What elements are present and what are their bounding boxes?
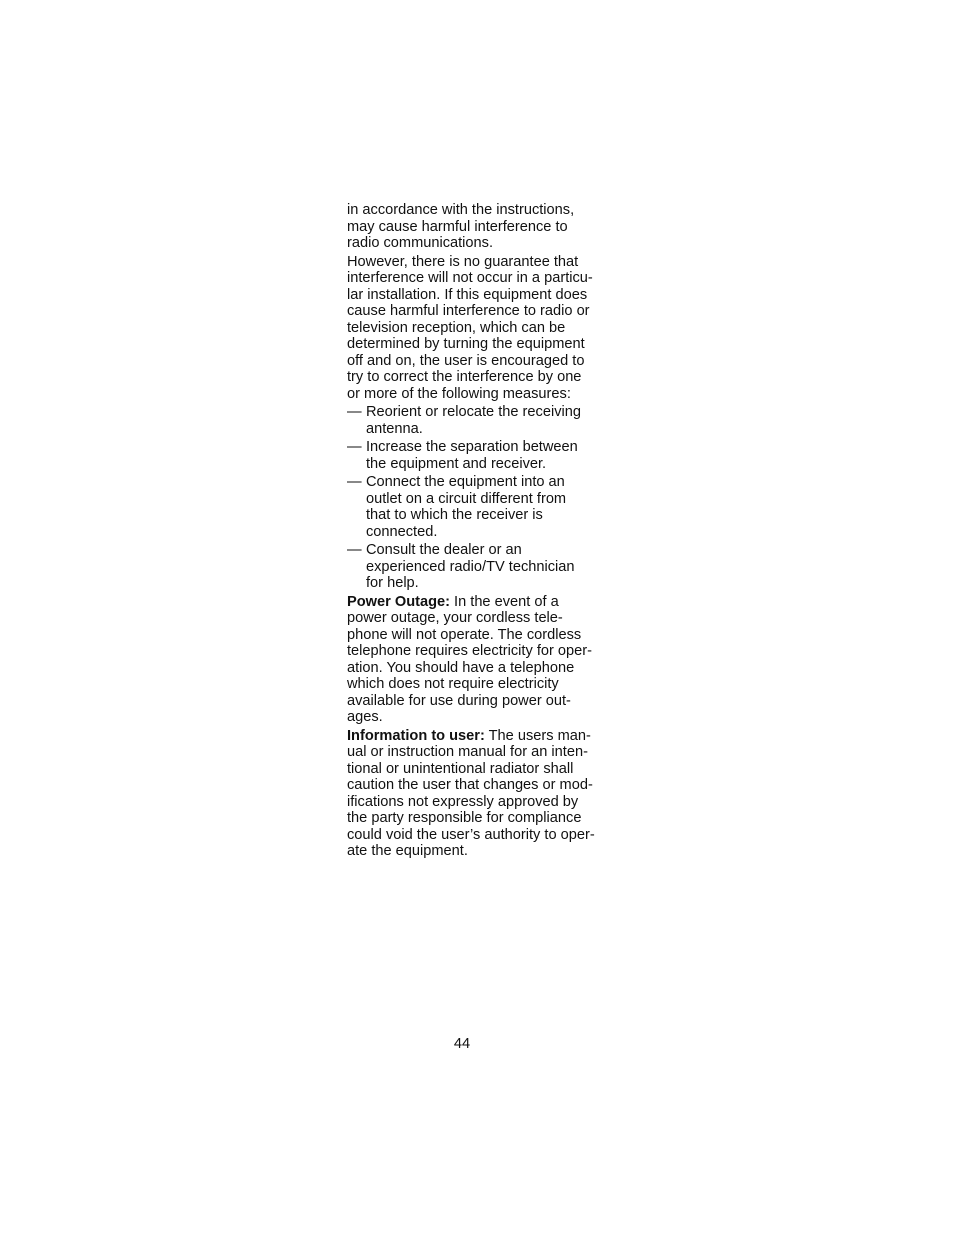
text-line: which does not require electricity [347,676,559,692]
text-line: caution the user that changes or mod- [347,777,593,793]
text-line: could void the user’s authority to oper- [347,826,595,843]
text-line: connected. [366,523,438,540]
text-line: radio communications. [347,235,494,251]
text-line: ual or instruction manual for an inten- [347,744,588,760]
text-line: Consult the dealer or an [366,542,522,558]
intro-paragraph [347,202,615,252]
page-number: 44 [453,1036,471,1052]
text-line: ate the equipment. [347,843,468,859]
text-line: ifications not expressly approved by [347,793,579,810]
text-line [347,728,615,745]
text-column [347,202,615,862]
text-line: Reorient or relocate the receiving [366,404,581,420]
text-line: in accordance with the instructions, [347,202,575,218]
text-line: available for use during power out- [347,692,571,709]
measure-item-outlet [347,474,615,540]
guarantee-paragraph [347,254,615,403]
text-line: However, there is no guarantee that [347,253,579,270]
power-outage-first-line: In the event of a [449,593,559,610]
text-line: that to which the receiver is [366,507,543,523]
text-line: the party responsible for compliance [347,810,582,826]
text-line: phone will not operate. The cordless [347,626,582,643]
text-line: antenna. [366,420,423,437]
text-line: ages. [347,709,383,725]
text-line: lar installation. If this equipment does [347,286,588,303]
text-line: may cause harmful interference to [347,218,568,235]
text-line: the equipment and receiver. [366,455,547,472]
measure-item-consult [347,542,615,592]
text-line: determined by turning the equipment [347,336,585,352]
em-dash-bullet: — [347,404,362,420]
em-dash-bullet: — [347,474,362,490]
text-line: off and on, the user is encouraged to [347,352,585,369]
text-line: or more of the following measures: [347,385,571,402]
text-line: experienced radio/TV technician [366,558,575,575]
text-line: power outage, your cordless tele- [347,610,563,626]
text-line [347,594,615,611]
em-dash-bullet: — [347,439,362,455]
text-line: try to correct the interference by one [347,369,582,385]
text-line: ation. You should have a telephone [347,659,575,676]
measure-item-reorient [347,404,615,437]
measure-item-separation [347,439,615,472]
information-to-user-heading: Information to user: [347,727,485,744]
power-outage-heading: Power Outage: [347,593,450,610]
text-line: cause harmful interference to radio or [347,303,590,319]
information-to-user-first-line: The users man- [484,727,591,744]
text-line: Increase the separation between [366,439,578,455]
information-to-user-paragraph [347,728,615,860]
text-line: television reception, which can be [347,319,566,336]
text-line: Connect the equipment into an [366,474,565,490]
em-dash-bullet: — [347,542,362,558]
text-line: outlet on a circuit different from [366,490,567,507]
text-line: interference will not occur in a particu- [347,270,593,286]
text-line: tional or unintentional radiator shall [347,760,574,777]
power-outage-paragraph [347,594,615,726]
text-line: for help. [366,575,419,591]
text-line: telephone requires electricity for oper- [347,643,592,659]
